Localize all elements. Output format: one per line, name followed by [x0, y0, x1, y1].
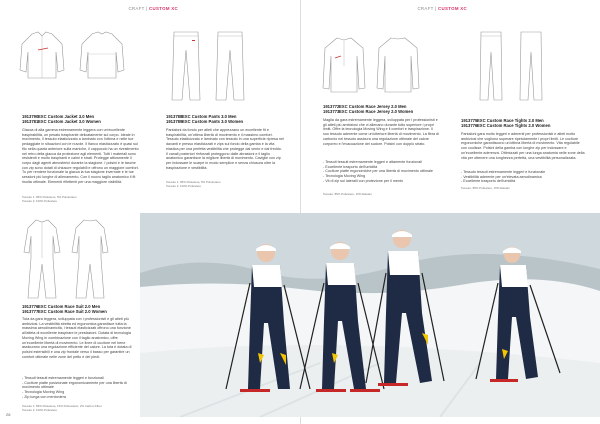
jersey-bullets: [323, 160, 439, 184]
bullet-item: - Vit di zip sul lateralli con protezione per il mento: [323, 179, 439, 184]
jacket-codes: [22, 114, 142, 124]
race-suit-codes: [22, 304, 140, 314]
jersey-codes: [323, 104, 443, 114]
bullet-item: - Tecnologia Moving Wing: [22, 390, 138, 395]
race-suit-back-illustration: [70, 218, 110, 302]
product-code-line: 1913776EXC Custom Race Suit 2.0 Men: [22, 304, 101, 309]
bullet-item: - Eccellente trasporto dell'umidità: [323, 165, 439, 170]
product-code-line: 1913790EXC Custom Jacket 3.0 Men: [22, 114, 95, 119]
jersey-front-illustration: [321, 36, 367, 94]
race-suit-description: Tuta da gara leggera, sviluppata con i professionisti e gli atleti più ambiziosi. La vestibilità stretta ed ergonomica garantisce tutta la massima aerodinamicità, i tessuti elasticizzati offrono una funzione all'atleta di eccellente traspirare le prestazioni. Dotata di tecnologia Moving Wing in combinazione con il taglio anatomico, offre un'eccellente libertà di movimento. Le linee di cuciture nel bene assicurano una regolazione efficiente del calore. La tuta è dotata di polsini estensibili e una zip frontale verso il basso per garantire un comfort ottimale nelle zone del petto e dei piedi.: [22, 317, 132, 359]
jersey-back-illustration: [375, 36, 421, 94]
jersey-description: Maglia da gara estremamente leggera, sviluppata per i professionisti e gli atleti più ambiziosi che vi allenano durante tutto superiore i propri limiti. Offre la tecnologia Moving Wing e il comfort e traspirazione. Il suo tessuto aderente come un'ulteriore libertà di movimento. La fibra di carbonio nel tessuto assicura una regolazione ottimale del calore corporeo e l'evacuazione del sudore. Polsini con doppio strato.: [323, 118, 439, 146]
tights-description: Pantaloni gara molto leggeri e aderenti per professionisti e atleti molto ambiziosi che vogliono superare ripetutamente i propri limiti. Le cuciture ergonomiche garantiscono un'ottima libertà di movimento. Vita regolabile con coulisse. Polsini della gamba con lunghe zip per indossare e un'eccellente aderenza. Ottimizzati per una lunga anatomia nelle zone della vita per ottenere una lunghezza perfetta, una vestibilità personalizzata.: [461, 132, 585, 160]
bullet-item: - Vestibilità aderente per un'elevata aerodinamica: [461, 175, 585, 180]
race-suit-front-illustration: [22, 218, 62, 302]
jacket-description: Giacca di alta gamma estremamente leggera con un'eccellente traspirabilità, un pesato traspirante delicatamente sul corpo. Ideale in movimento, il tessuto elasticizzato a laminato con l'ottima e nelle tue pedaggiate in situazioni con le nuvole. Il fianco elasticizzato è quasi sul filo nella quarta anteriore sulla maniche, il cappuccio ha un rivestimento nel retro della giacca da protezione agli elementi. Tutti i materiali sono resistenti e molto traspiranti e calmi e strati. Protegge attivamente il corpo dagli agenti atmosferici durante la stagione. I polsini e le tasche con zip sono dotati di chiusure regolabili e offrono un maggiore comfort. Tu per rendere funzionale la giacca la tua stagione invernale e le tue sessioni più lunghe di allenamento. Con il nuovo taglio anatomico il fit risulta ottimale. Elementi riflettenti per una maggiore visibilità.: [22, 128, 139, 184]
page-number: 28: [6, 412, 11, 417]
header-separator: |: [146, 6, 148, 11]
product-code-line: 1913776EXC Custom Race Tights 2.0 Women: [461, 123, 551, 129]
product-code-line: 1913773EXC Custom Race Jersey 2.0 Women: [323, 109, 414, 115]
product-code-line: 1913781EXC Custom Jacket 3.0 Women: [22, 119, 101, 125]
tights-fabric-info: Tessuto: 85% Poliestere, 15% Elastan: [461, 186, 510, 190]
bullet-item: - Tessuti tessuti estremamente leggeri e altamente funzionali: [323, 160, 439, 165]
header-separator: |: [435, 6, 437, 11]
pants-front-illustration: [170, 30, 202, 104]
jersey-fabric-info: Tessuto: 85% Poliestere, 15% Elastan: [323, 192, 372, 196]
product-code-line: 1913788EXC Custom Pants 3.0 Men: [166, 114, 237, 119]
page-header: [417, 6, 467, 11]
jacket-fabric-info: Tessuto 1: 95% Poliestere, 5% Poliuretano Tessuto 2: 100% Poliestere: [22, 195, 77, 203]
tights-bullets: [461, 170, 585, 184]
bullet-item: - Tecnologia Moving Wing: [323, 174, 439, 179]
brand-label: CRAFT: [417, 6, 434, 11]
bullet-item: - Tessuto tessuti estremamente leggeri e funzionale: [461, 170, 585, 175]
product-code-line: 1913775EXC Custom Race Tights 2.0 Men: [461, 118, 544, 123]
product-code-line: 1913772EXC Custom Race Jersey 2.0 Men: [323, 104, 407, 109]
pants-codes: [166, 114, 286, 124]
jacket-back-illustration: [78, 30, 126, 80]
race-suit-bullets: [22, 376, 138, 400]
pants-description: Pantaloni da fondo per atleti che apprezzano un eccellente fit e traspirabilità, un'ottima libertà di movimento e il massimo comfort. Tessuto elasticizzato e laminato con tessuto in una superficie ripresa nel davanti e presso elasticizzati e zips sul fondo della gamba e la vita elastica per una perfetta vestibilità che protegge dal vento e dal freddo. Il canali posteriori rinforzati proteggono dalle abrasioni e il taglio anatomico garantisce la migliore libertà di movimento. Caviglie con zip per indossare le scarpe in modo semplice e senza chiusura oltre la traspirazione e vestibilità.: [166, 128, 284, 170]
bullet-item: - Tessuti tessuti estremamente leggeri e funzionali: [22, 376, 138, 381]
bullet-item: - Zip lunga con mentoniera: [22, 395, 138, 400]
pants-fabric-info: Tessuto 1: 95% Poliestere, 5% Poliuretano Tessuto 2: 100% Poliestere: [166, 180, 221, 188]
product-code-line: 1913777EXC Custom Race Suit 2.0 Women: [22, 309, 107, 315]
section-label: CUSTOM XC: [149, 6, 178, 11]
skiers-photo: [140, 213, 600, 417]
race-suit-fabric-info: Tessuto 1: 83% Poliestere, 15% Poliuretano, 2% Carbon Fiber Tessuto 2: 100% Poliestere: [22, 404, 102, 412]
tights-codes: [461, 118, 585, 128]
bullet-item: - Eccellente trasporto dell'umidità: [461, 179, 585, 184]
page-header: [128, 6, 178, 11]
brand-label: CRAFT: [128, 6, 145, 11]
bullet-item: - Cuciture piatte ergonomiche per una libertà di movimento ottimale: [323, 169, 439, 174]
bullet-item: - Cuciture piatte posizionate ergonomicamente per una libertà di movimento ottimale: [22, 381, 138, 390]
tights-back-illustration: [517, 30, 545, 104]
pants-back-illustration: [214, 30, 246, 104]
jacket-front-illustration: [18, 30, 66, 80]
section-label: CUSTOM XC: [438, 6, 467, 11]
product-code-line: 1913789EXC Custom Pants 3.0 Women: [166, 119, 244, 125]
tights-front-illustration: [477, 30, 505, 104]
